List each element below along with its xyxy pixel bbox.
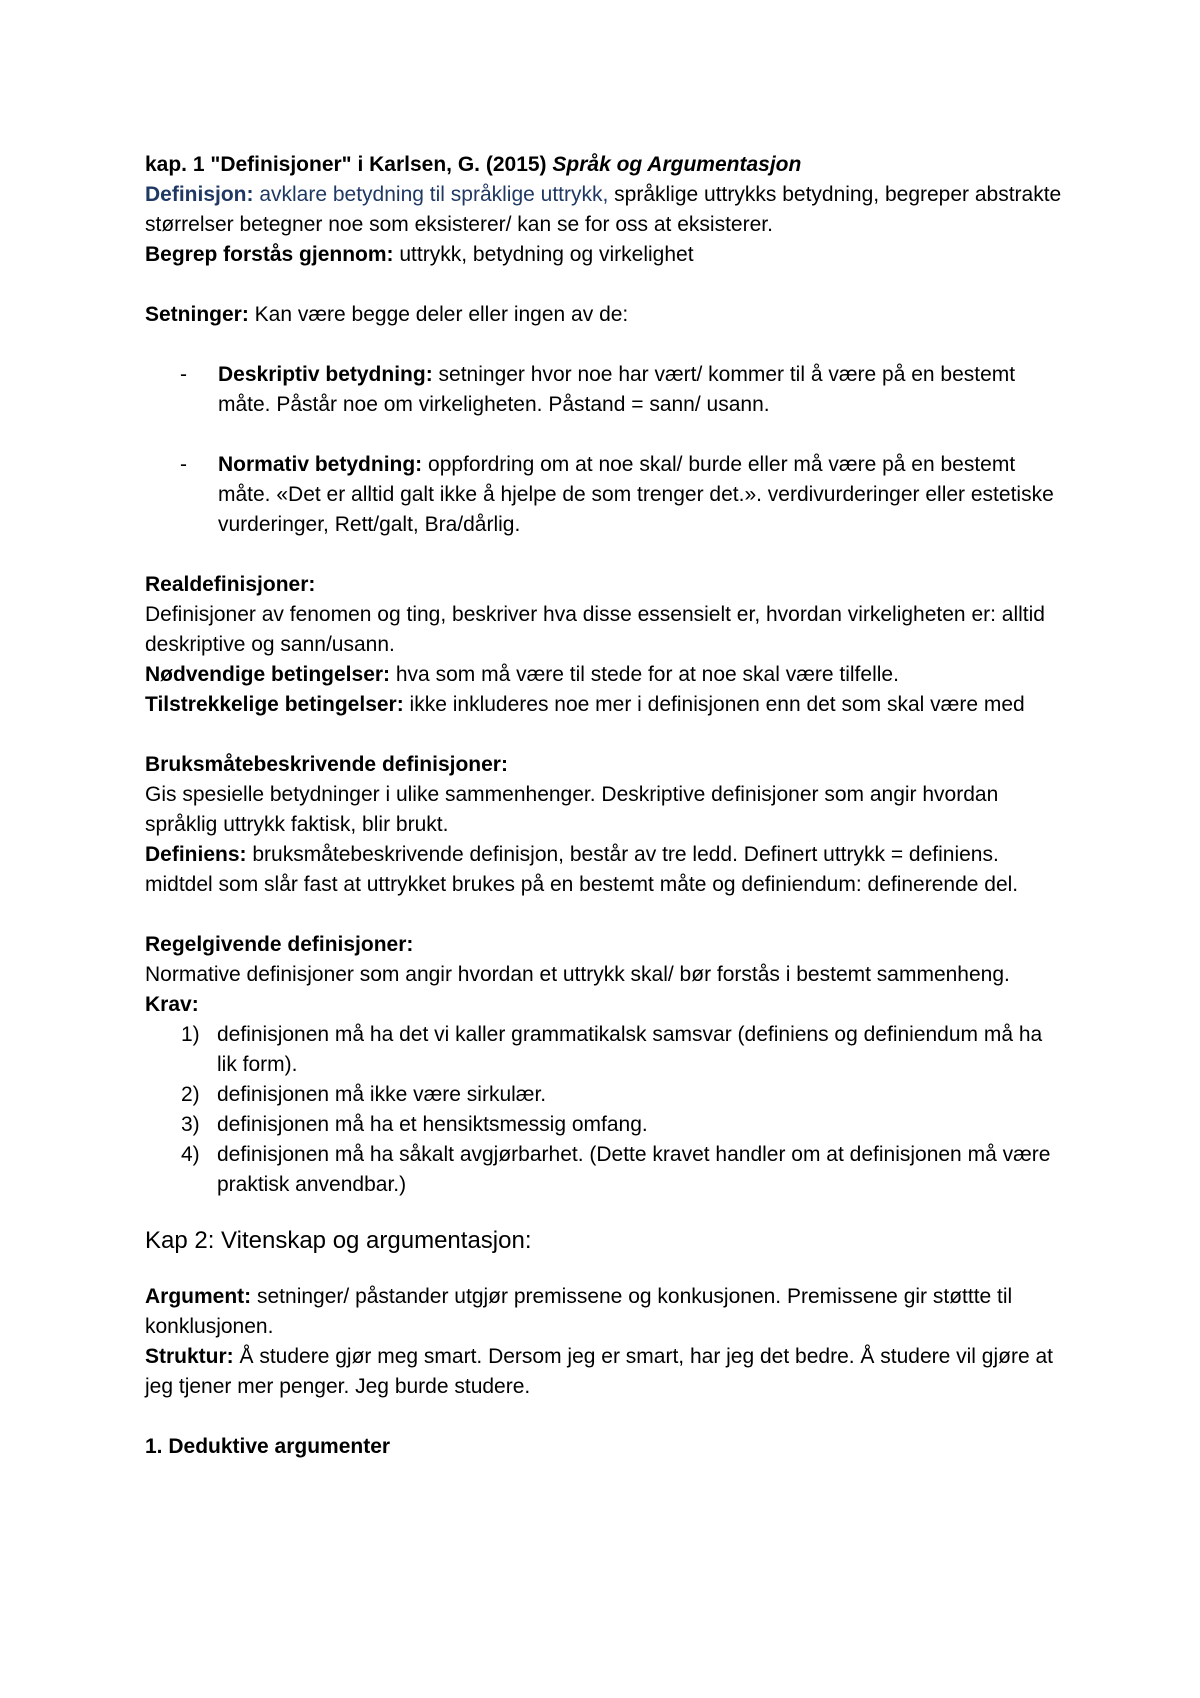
chapter-2-heading: Kap 2: Vitenskap og argumentasjon: <box>145 1227 532 1254</box>
definiens-paragraph <box>145 840 1065 900</box>
begrep-text: uttrykk, betydning og virkelighet <box>393 243 694 266</box>
normativ-label: Normativ betydning: <box>218 453 423 476</box>
krav-item <box>145 1020 1065 1080</box>
bruksmate-text: Gis spesielle betydninger i ulike sammenhenger. Deskriptive definisjoner som angir hvordan språklig uttrykk faktisk, blir brukt. <box>145 783 999 836</box>
title-book-italic: Språk og Argumentasjon <box>552 153 802 176</box>
struktur-paragraph <box>145 1342 1065 1402</box>
krav-number: 3) <box>181 1113 200 1136</box>
regelgivende-heading-text: Regelgivende definisjoner: <box>145 933 414 956</box>
deduktive-heading <box>145 1432 1065 1462</box>
definiens-label: Definiens: <box>145 843 247 866</box>
nodvendige-text: hva som må være til stede for at noe skal være tilfelle. <box>390 663 899 686</box>
argument-paragraph <box>145 1282 1065 1342</box>
definiens-text: bruksmåtebeskrivende definisjon, består av tre ledd. Definert uttrykk = definiens. midtdel som slår fast at uttrykket brukes på en bestemt måte og definiendum: definerende del. <box>145 843 1019 896</box>
deskriptiv-text: setninger hvor noe har vært/ kommer til å være på en bestemt måte. Påstår noe om virkeligheten. Påstand = sann/ usann. <box>218 363 1016 416</box>
bullet-normativ <box>145 450 1065 540</box>
definisjon-text-blue: avklare betydning til språklige uttrykk, <box>253 183 609 206</box>
krav-text: definisjonen må ha et hensiktsmessig omfang. <box>217 1113 648 1136</box>
struktur-label: Struktur: <box>145 1345 234 1368</box>
argument-label: Argument: <box>145 1285 252 1308</box>
begrep-label: Begrep forstås gjennom: <box>145 243 394 266</box>
deskriptiv-label: Deskriptiv betydning: <box>218 363 433 386</box>
krav-number: 4) <box>181 1143 200 1166</box>
krav-item <box>145 1110 1065 1140</box>
bullet-deskriptiv <box>145 360 1065 420</box>
nodvendige-label: Nødvendige betingelser: <box>145 663 391 686</box>
krav-label-text: Krav: <box>145 993 199 1016</box>
definisjon-paragraph <box>145 180 1065 240</box>
deduktive-heading-text: 1. Deduktive argumenter <box>145 1435 391 1458</box>
realdefinisjoner-text: Definisjoner av fenomen og ting, beskriver hva disse essensielt er, hvordan virkeligheten er: alltid deskriptive og sann/usann. <box>145 603 1045 656</box>
krav-item <box>145 1140 1065 1200</box>
krav-text: definisjonen må ikke være sirkulær. <box>217 1083 547 1106</box>
struktur-text: Å studere gjør meg smart. Dersom jeg er smart, har jeg det bedre. Å studere vil gjøre at jeg tjener mer penger. Jeg burde studere. <box>145 1345 1053 1398</box>
regelgivende-heading <box>145 930 1065 960</box>
begrep-paragraph <box>145 240 1065 270</box>
bruksmate-heading <box>145 750 1065 780</box>
realdefinisjoner-heading <box>145 570 1065 600</box>
document-body <box>145 150 1065 1462</box>
bullet-marker: - <box>180 453 187 476</box>
krav-item <box>145 1080 1065 1110</box>
krav-text: definisjonen må ha såkalt avgjørbarhet. (Dette kravet handler om at definisjonen må være praktisk anvendbar.) <box>217 1143 1051 1196</box>
bruksmate-heading-text: Bruksmåtebeskrivende definisjoner: <box>145 753 508 776</box>
argument-text: setninger/ påstander utgjør premissene og konkusjonen. Premissene gir støttte til konklusjonen. <box>145 1285 1013 1338</box>
krav-number: 2) <box>181 1083 200 1106</box>
krav-number: 1) <box>181 1023 200 1046</box>
regelgivende-text: Normative definisjoner som angir hvordan et uttrykk skal/ bør forstås i bestemt sammenheng. <box>145 963 1010 986</box>
definisjon-text: språklige uttrykks betydning, begreper abstrakte størrelser betegner noe som eksisterer/ kan se for oss at eksisterer. <box>145 183 1062 236</box>
setninger-label: Setninger: <box>145 303 249 326</box>
setninger-paragraph <box>145 300 1065 330</box>
normativ-text: oppfordring om at noe skal/ burde eller må være på en bestemt måte. «Det er alltid galt ikke å hjelpe de som trenger det.». verdivurderinger eller estetiske vurderinger, Rett/galt, Bra/dårlig. <box>218 453 1054 536</box>
krav-label <box>145 990 1065 1020</box>
setninger-text: Kan være begge deler eller ingen av de: <box>248 303 629 326</box>
realdefinisjoner-heading-text: Realdefinisjoner: <box>145 573 316 596</box>
tilstrekkelige-paragraph <box>145 690 1065 720</box>
tilstrekkelige-text: ikke inkluderes noe mer i definisjonen enn det som skal være med <box>403 693 1025 716</box>
krav-text: definisjonen må ha det vi kaller grammatikalsk samsvar (definiens og definiendum må ha lik form). <box>217 1023 1043 1076</box>
tilstrekkelige-label: Tilstrekkelige betingelser: <box>145 693 404 716</box>
bullet-marker: - <box>180 363 187 386</box>
nodvendige-paragraph <box>145 660 1065 690</box>
definisjon-label: Definisjon: <box>145 183 254 206</box>
chapter-1-title <box>145 150 1065 180</box>
title-text: kap. 1 "Definisjoner" i Karlsen, G. (2015) <box>145 153 553 176</box>
